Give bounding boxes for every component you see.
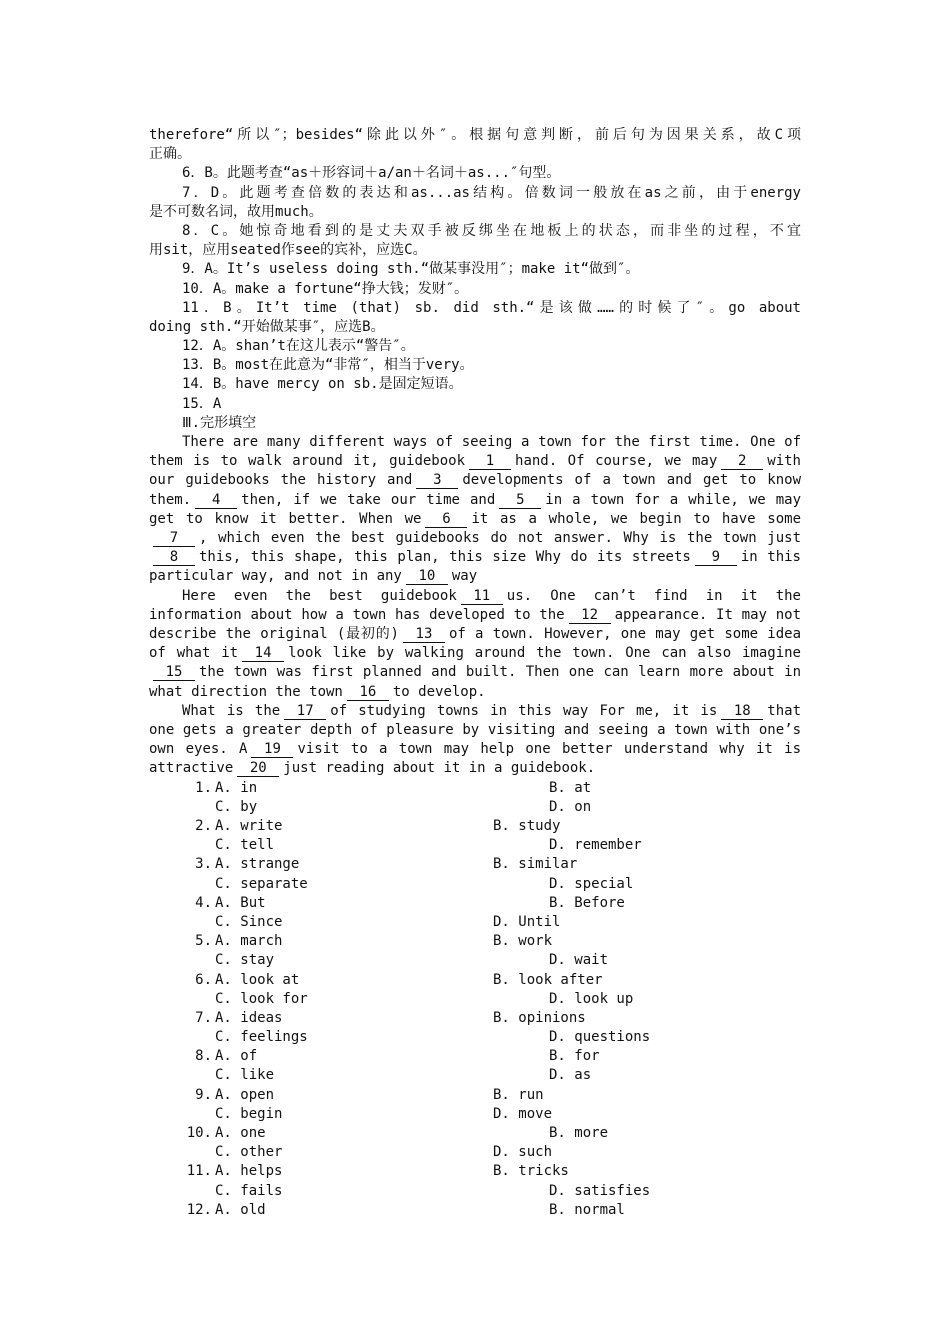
option-a: A. march (215, 933, 283, 950)
passage-text: that one gets a greater depth of pleasure by visiting and seeing a town with one’s own eyes. A (149, 702, 802, 758)
passage-paragraph-3 (149, 702, 801, 779)
option-b: B. normal (549, 1201, 625, 1218)
question-number: 1. (195, 779, 212, 796)
answer-11-cont: doing sth.“开始做某事″，应选B。 (149, 318, 385, 335)
option-row (149, 1124, 801, 1143)
option-d: D. on (549, 798, 592, 815)
blank-7: 7 (153, 531, 195, 547)
passage-text: developments of a town and get to know them. (149, 472, 801, 508)
question-number: 4. (195, 894, 212, 911)
passage-text: way (451, 568, 478, 585)
option-a: A. open (215, 1086, 275, 1103)
option-row (149, 798, 801, 817)
question-number: 7. (195, 1009, 212, 1026)
passage-text: with our guidebooks the history and (149, 453, 801, 489)
option-c: C. begin (215, 1105, 283, 1122)
blank-5: 5 (499, 493, 541, 509)
question-number: 12. (186, 1201, 212, 1218)
blank-17: 17 (284, 704, 326, 720)
question-number: 9. (195, 1086, 212, 1103)
answer-15: 15．A (182, 395, 222, 412)
answer-continuation-end: 正确。 (149, 146, 191, 163)
option-row (149, 1182, 801, 1201)
option-b: B. for (549, 1048, 600, 1065)
answer-14: 14．B。have mercy on sb.是固定短语。 (182, 376, 463, 393)
option-c: C. Since (215, 913, 283, 930)
blank-3: 3 (416, 473, 458, 489)
passage-text: look like by walking around the town. One can also imagine (288, 645, 801, 662)
option-d: D. as (549, 1067, 592, 1084)
option-d: D. remember (549, 837, 642, 854)
option-b: B. at (549, 779, 592, 796)
question-number: 3. (195, 856, 212, 873)
option-row (149, 817, 801, 836)
section-title: Ⅲ.完形填空 (182, 414, 257, 431)
option-row (149, 1105, 801, 1124)
passage-paragraph-2 (149, 587, 801, 702)
blank-11: 11 (461, 589, 503, 605)
blank-16: 16 (347, 685, 389, 701)
option-b: B. similar (493, 856, 578, 873)
option-a: A. ideas (215, 1009, 283, 1026)
answer-9: 9．A。It’s useless doing sth.“做某事没用″；make it“做到″。 (182, 261, 640, 278)
blank-18: 18 (721, 704, 763, 720)
answer-7-cont: 是不可数名词，故用much。 (149, 203, 323, 220)
passage-text: of a town. However, one may get some idea of what it (149, 626, 801, 662)
option-a: A. helps (215, 1163, 283, 1180)
option-row (149, 1028, 801, 1047)
option-c: C. fails (215, 1182, 283, 1199)
passage-text: in a town for a while, we may get to know it better. When we (149, 491, 802, 527)
option-row (149, 1201, 801, 1220)
option-d: D. such (493, 1144, 553, 1161)
option-a: A. write (215, 818, 283, 835)
passage-text: just reading about it in a guidebook. (283, 760, 596, 777)
option-b: B. study (493, 818, 561, 835)
blank-4: 4 (195, 493, 237, 509)
option-b: B. work (493, 933, 553, 950)
question-number: 2. (195, 818, 212, 835)
answer-12: 12．A。shan’t在这儿表示“警告″。 (182, 338, 415, 355)
answer-10: 10．A。make a fortune“挣大钱；发财″。 (182, 280, 469, 297)
option-d: D. wait (549, 952, 609, 969)
blank-20: 20 (237, 761, 279, 777)
passage-text: visit to a town may help one better understand why it is attractive (149, 741, 801, 777)
option-a: A. strange (215, 856, 300, 873)
option-row (149, 1066, 801, 1085)
blank-12: 12 (569, 608, 611, 624)
question-number: 10. (186, 1125, 212, 1142)
passage-text: then, if we take our time and (241, 491, 496, 508)
option-c: C. like (215, 1067, 275, 1084)
option-c: C. stay (215, 952, 275, 969)
answer-7: 7．D。此题考查倍数的表达和as...as结构。倍数词一般放在as之前，由于energy (182, 184, 801, 201)
question-number: 5. (195, 933, 212, 950)
passage-text: What is the (182, 702, 281, 719)
option-row (149, 951, 801, 970)
option-row (149, 855, 801, 874)
option-b: B. tricks (493, 1163, 569, 1180)
option-d: D. special (549, 875, 634, 892)
option-a: A. old (215, 1201, 266, 1218)
blank-10: 10 (406, 569, 448, 585)
option-d: D. Until (493, 913, 561, 930)
option-row (149, 1143, 801, 1162)
option-row (149, 836, 801, 855)
option-b: B. Before (549, 894, 625, 911)
option-c: C. feelings (215, 1029, 308, 1046)
option-b: B. run (493, 1086, 544, 1103)
option-d: D. look up (549, 990, 634, 1007)
blank-2: 2 (721, 454, 763, 470)
answer-8: 8．C。她惊奇地看到的是丈夫双手被反绑坐在地板上的状态，而非坐的过程，不宜 (182, 222, 801, 239)
blank-9: 9 (695, 550, 737, 566)
option-a: A. one (215, 1125, 266, 1142)
option-c: C. tell (215, 837, 275, 854)
question-number: 6. (195, 971, 212, 988)
answer-6: 6．B。此题考查“as＋形容词＋a/an＋名词＋as...″句型。 (182, 165, 561, 182)
blank-14: 14 (242, 646, 284, 662)
passage-text: the town was first planned and built. Then one can learn more about in what direction the town (149, 664, 801, 700)
answer-13: 13．B。most在此意为“非常″，相当于very。 (182, 357, 474, 374)
options-list (149, 779, 801, 1220)
option-row (149, 971, 801, 990)
passage-text: There are many different ways of seeing a town for the first time. One of them is to walk around it, guidebook (149, 434, 801, 470)
passage-text: to develop. (392, 683, 486, 700)
passage-paragraph-1 (149, 433, 801, 587)
option-a: A. of (215, 1048, 258, 1065)
option-d: D. satisfies (549, 1182, 651, 1199)
passage-text: it as a whole, we begin to have some (471, 510, 801, 527)
option-row (149, 1047, 801, 1066)
passage-text: us. One can’t find in it the information about how a town has developed to the (149, 587, 801, 623)
document-page (149, 126, 801, 1220)
option-a: A. in (215, 779, 258, 796)
option-d: D. questions (549, 1029, 651, 1046)
option-row (149, 1009, 801, 1028)
passage-text: appearance. It may not describe the original (最初的) (149, 606, 801, 643)
option-c: C. look for (215, 990, 308, 1007)
passage-text: , which even the best guidebooks do not answer. Why is the town just (199, 530, 801, 547)
option-a: A. But (215, 894, 266, 911)
passage-text: hand. Of course, we may (515, 453, 718, 470)
option-c: C. other (215, 1144, 283, 1161)
option-d: D. move (493, 1105, 553, 1122)
passage-text: of studying towns in this way For me, it is (330, 702, 718, 719)
option-b: B. more (549, 1125, 609, 1142)
passage-text: in this particular way, and not in any (149, 549, 801, 585)
blank-8: 8 (153, 550, 195, 566)
option-row (149, 1162, 801, 1181)
option-row (149, 875, 801, 894)
blank-13: 13 (403, 627, 445, 643)
option-c: C. by (215, 798, 258, 815)
option-row (149, 779, 801, 798)
option-row (149, 894, 801, 913)
blank-6: 6 (425, 512, 467, 528)
option-row (149, 932, 801, 951)
answer-continuation: therefore“所以″；besides“除此以外″。根据句意判断，前后句为因果关系，故C项 (149, 127, 801, 143)
blank-19: 19 (251, 742, 293, 758)
blank-15: 15 (153, 665, 195, 681)
option-row (149, 1086, 801, 1105)
answer-11: 11．B。It’t time (that) sb. did sth.“是该做……的时候了″。go about (182, 299, 801, 316)
option-a: A. look at (215, 971, 300, 988)
option-b: B. look after (493, 971, 603, 988)
option-c: C. separate (215, 875, 308, 892)
option-b: B. opinions (493, 1009, 586, 1026)
passage-text: this, this shape, this plan, this size Why do its streets (199, 549, 691, 566)
question-number: 11. (186, 1163, 212, 1180)
option-row (149, 990, 801, 1009)
question-number: 8. (195, 1048, 212, 1065)
option-row (149, 913, 801, 932)
answer-8-cont: 用sit，应用seated作see的宾补，应选C。 (149, 242, 427, 259)
passage-text: Here even the best guidebook (182, 587, 457, 604)
blank-1: 1 (469, 454, 511, 470)
